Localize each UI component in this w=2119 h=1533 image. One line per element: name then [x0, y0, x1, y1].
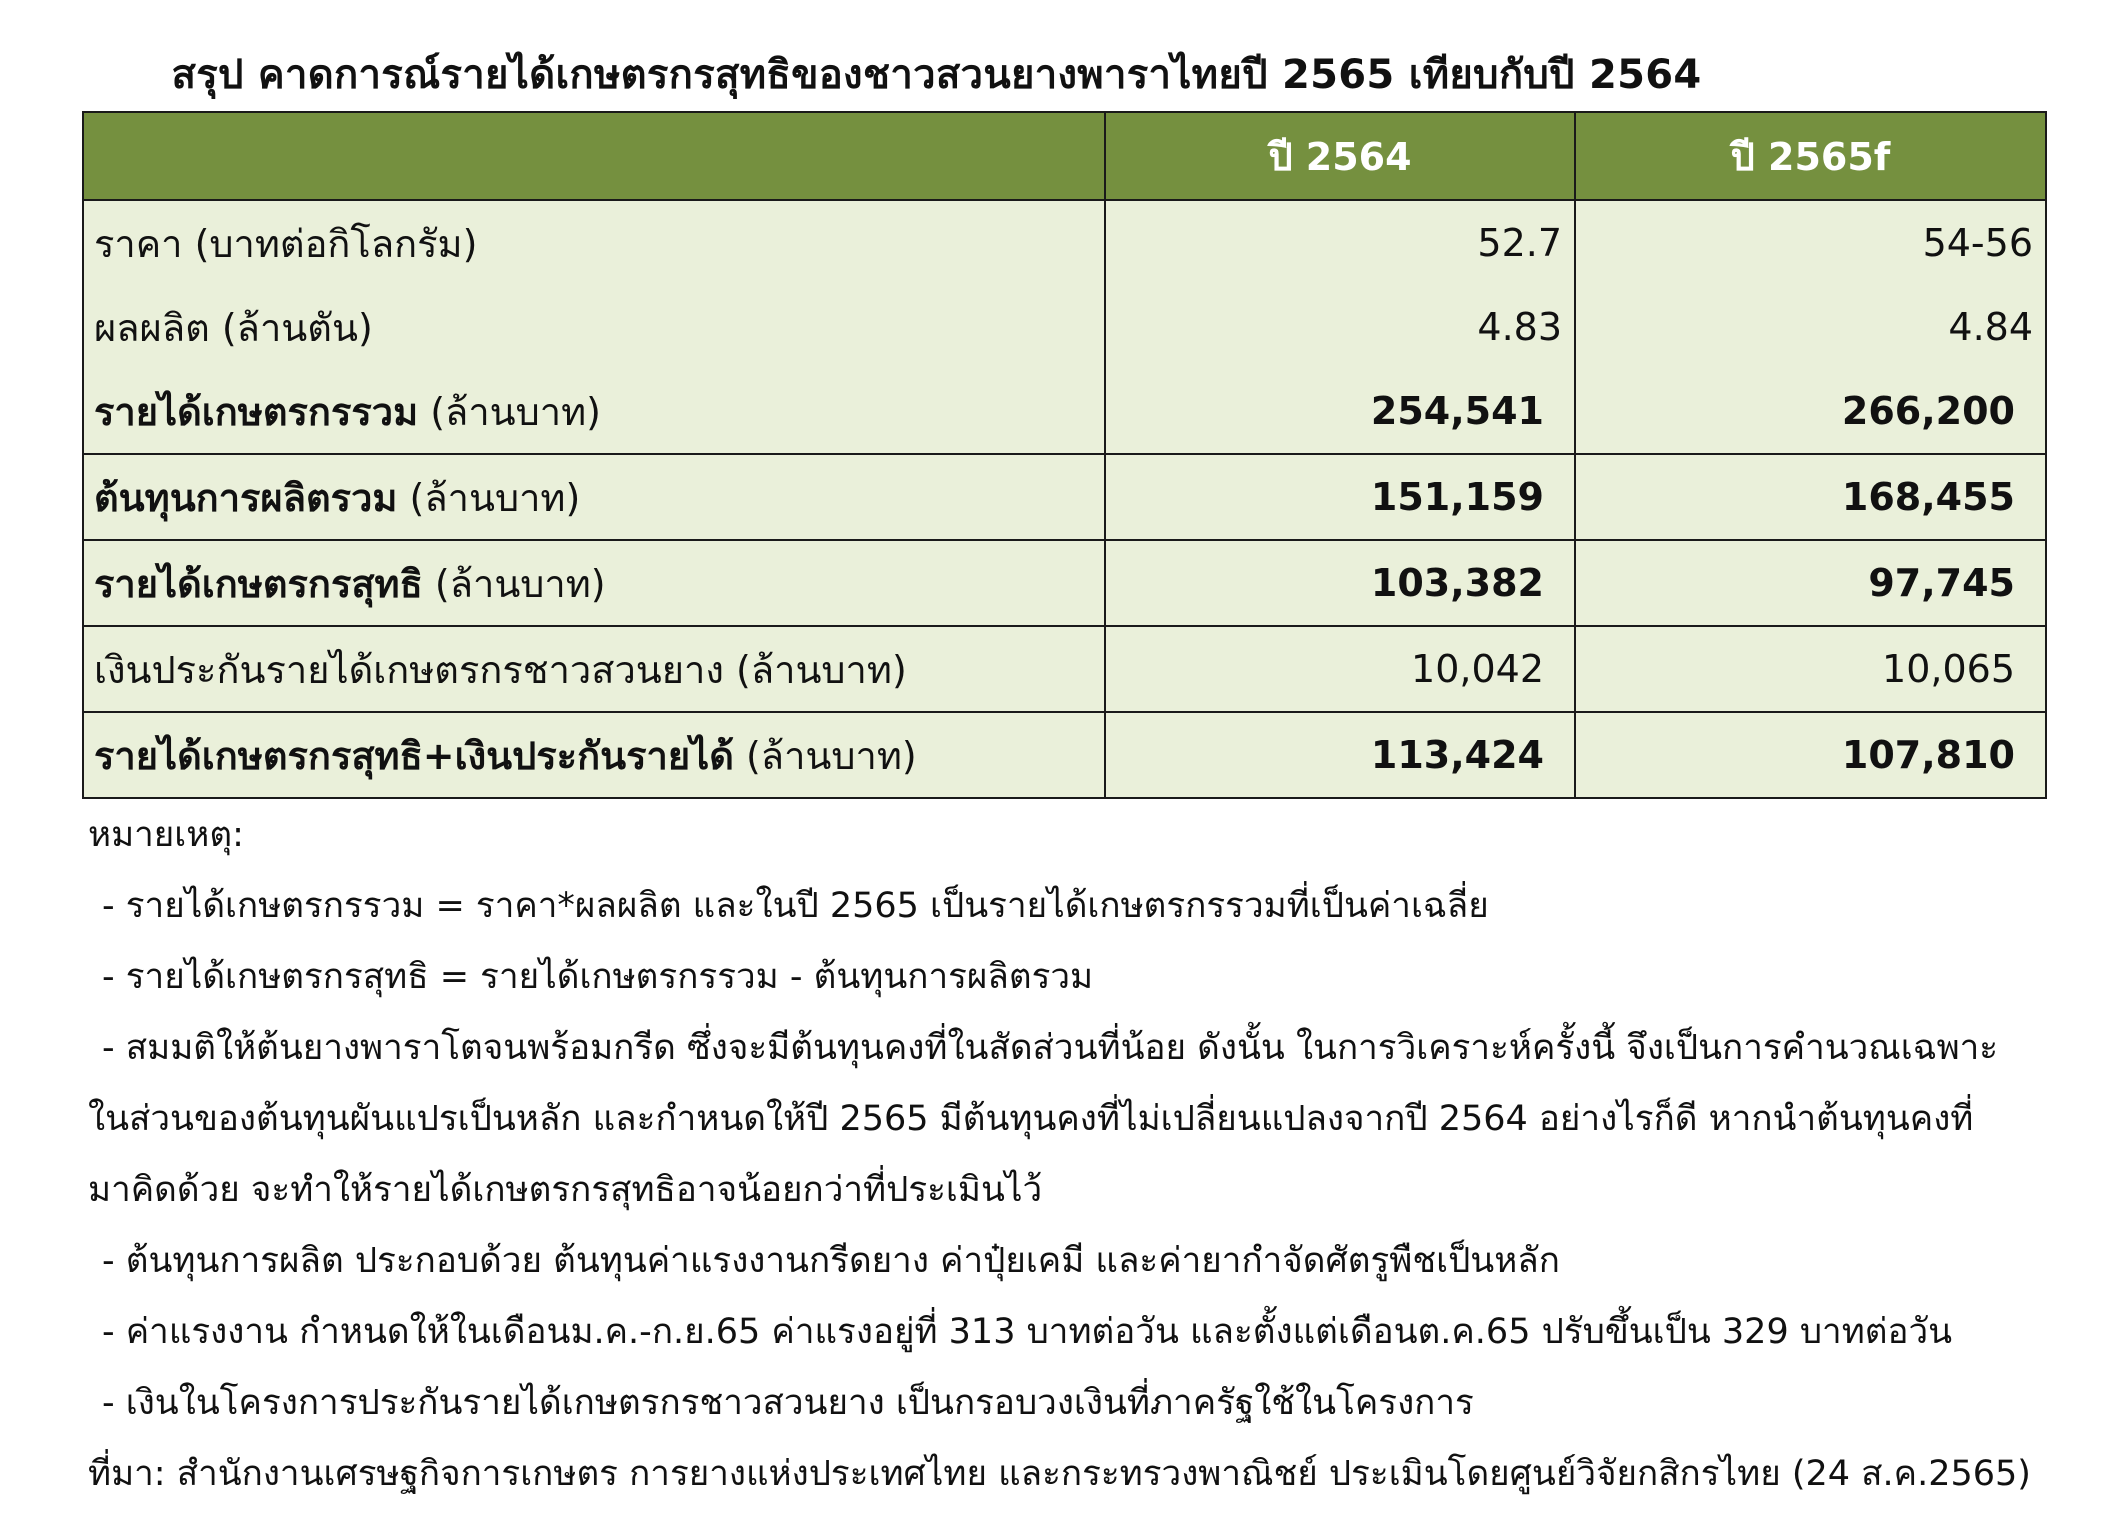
table-row-net-revenue	[83, 540, 2046, 626]
note-line: - สมมติให้ต้นยางพาราโตจนพร้อมกรีด ซึ่งจะมีต้นทุนคงที่ในสัดส่วนที่น้อย ดังนั้น ในการวิเคราะห์ครั้งนี้ จึงเป็นการคำนวณเฉพาะ	[102, 1028, 1999, 1068]
note-line: - เงินในโครงการประกันรายได้เกษตรกรชาวสวนยาง เป็นกรอบวงเงินที่ภาครัฐใช้ในโครงการ	[102, 1383, 1474, 1423]
note-line: - รายได้เกษตรกรรวม = ราคา*ผลผลิต และในปี 2565 เป็นรายได้เกษตรกรรวมที่เป็นค่าเฉลี่ย	[102, 886, 1489, 926]
row-label	[83, 200, 1105, 285]
source-line: ที่มา: สำนักงานเศรษฐกิจการเกษตร การยางแห่งประเทศไทย และกระทรวงพาณิชย์ ประเมินโดยศูนย์วิจัยกสิกรไทย (24 ส.ค.2565)	[88, 1454, 2031, 1494]
table-row-price	[83, 200, 2046, 285]
value-2565f: 168,455	[1575, 454, 2046, 540]
value-2564: 151,159	[1105, 454, 1575, 540]
summary-table	[82, 111, 2047, 799]
row-label-text: ราคา (บาทต่อกิโลกรัม)	[94, 221, 478, 266]
row-label-text: (ล้านบาท)	[418, 389, 601, 434]
table-row-total-cost	[83, 454, 2046, 540]
value-2564: 113,424	[1105, 712, 1575, 798]
value-2564: 52.7	[1105, 200, 1575, 285]
table-header-row	[83, 112, 2046, 200]
notes-section	[88, 800, 2048, 1510]
value-2565f: 107,810	[1575, 712, 2046, 798]
notes-heading: หมายเหตุ:	[88, 815, 244, 855]
table-row-net-plus-insurance	[83, 712, 2046, 798]
row-label-text: (ล้านบาท)	[422, 561, 606, 606]
note-line: - ค่าแรงงาน กำหนดให้ในเดือนม.ค.-ก.ย.65 ค่าแรงอยู่ที่ 313 บาทต่อวัน และตั้งแต่เดือนต.ค.65 ปรับขึ้นเป็น 329 บาทต่อวัน	[102, 1312, 1953, 1352]
row-label	[83, 626, 1105, 712]
note-line: - รายได้เกษตรกรสุทธิ = รายได้เกษตรกรรวม - ต้นทุนการผลิตรวม	[102, 957, 1094, 997]
note-line: ในส่วนของต้นทุนผันแปรเป็นหลัก และกำหนดให้ปี 2565 มีต้นทุนคงที่ไม่เปลี่ยนแปลงจากปี 2564 อย่างไรก็ดี หากนำต้นทุนคงที่	[88, 1099, 1974, 1139]
row-label-bold: รายได้เกษตรกรสุทธิ	[94, 561, 423, 606]
row-label	[83, 712, 1105, 798]
value-2564: 254,541	[1105, 369, 1575, 454]
row-label-bold: รายได้เกษตรกรรวม	[94, 389, 419, 434]
header-year-2565f: ปี 2565f	[1575, 112, 2046, 200]
value-2564: 10,042	[1105, 626, 1575, 712]
row-label	[83, 285, 1105, 369]
row-label	[83, 369, 1105, 454]
row-label	[83, 454, 1105, 540]
table-row-total-revenue	[83, 369, 2046, 454]
row-label-text: ผลผลิต (ล้านตัน)	[94, 305, 373, 350]
value-2565f: 266,200	[1575, 369, 2046, 454]
row-label	[83, 540, 1105, 626]
value-2565f: 4.84	[1575, 285, 2046, 369]
value-2565f: 10,065	[1575, 626, 2046, 712]
row-label-bold: รายได้เกษตรกรสุทธิ+เงินประกันรายได้	[94, 733, 734, 778]
note-line: - ต้นทุนการผลิต ประกอบด้วย ต้นทุนค่าแรงงานกรีดยาง ค่าปุ๋ยเคมี และค่ายากำจัดศัตรูพืชเป็นหลัก	[102, 1241, 1560, 1281]
row-label-text: เงินประกันรายได้เกษตรกรชาวสวนยาง (ล้านบาท)	[94, 647, 907, 692]
row-label-text: (ล้านบาท)	[733, 733, 917, 778]
value-2564: 4.83	[1105, 285, 1575, 369]
table-row-income-insurance	[83, 626, 2046, 712]
value-2565f: 54-56	[1575, 200, 2046, 285]
value-2564: 103,382	[1105, 540, 1575, 626]
value-2565f: 97,745	[1575, 540, 2046, 626]
header-blank	[83, 112, 1105, 200]
page-title: สรุป คาดการณ์รายได้เกษตรกรสุทธิของชาวสวนยางพาราไทยปี 2565 เทียบกับปี 2564	[171, 52, 1702, 98]
row-label-text: (ล้านบาท)	[397, 475, 581, 520]
row-label-bold: ต้นทุนการผลิตรวม	[94, 475, 398, 520]
note-line: มาคิดด้วย จะทำให้รายได้เกษตรกรสุทธิอาจน้อยกว่าที่ประเมินไว้	[88, 1170, 1043, 1210]
header-year-2564: ปี 2564	[1105, 112, 1575, 200]
table-row-output	[83, 285, 2046, 369]
